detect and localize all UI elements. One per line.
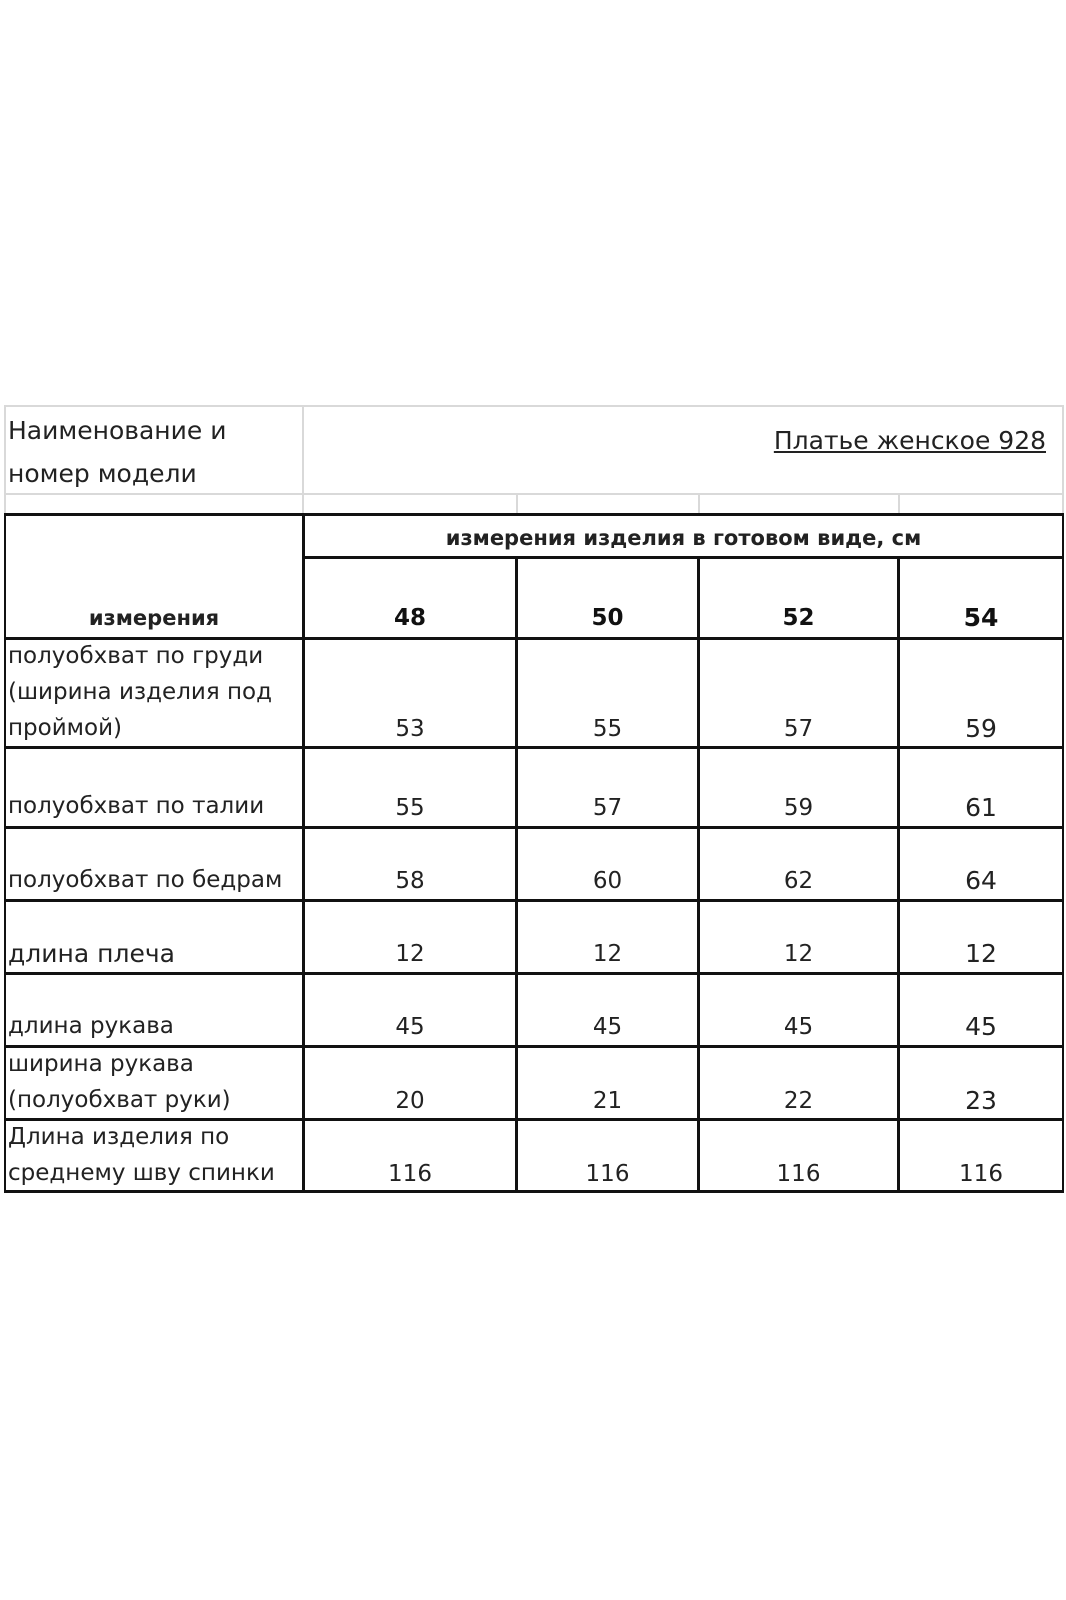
measures-column-header: измерения <box>88 606 220 630</box>
cell-value: 116 <box>959 1161 1003 1187</box>
gridline <box>4 493 1064 495</box>
table-border <box>4 899 1064 902</box>
table-border <box>4 513 1064 516</box>
gridline <box>698 493 700 515</box>
table-border <box>4 1045 1064 1048</box>
cell-value: 21 <box>592 1088 623 1114</box>
row-label-sleeve-length: длина рукава <box>8 1013 174 1039</box>
cell-value: 45 <box>395 1014 425 1040</box>
cell-value: 12 <box>395 941 425 967</box>
cell-value: 55 <box>395 795 425 821</box>
cell-value: 60 <box>592 868 623 894</box>
cell-value: 57 <box>592 795 623 821</box>
size-header-50: 50 <box>591 605 624 631</box>
cell-value: 55 <box>592 716 623 742</box>
cell-value: 45 <box>783 1014 814 1040</box>
row-label-hips: полуобхват по бедрам <box>8 867 283 893</box>
cell-value: 116 <box>388 1161 432 1187</box>
cell-value: 58 <box>395 868 425 894</box>
model-label-line2: номер модели <box>8 459 197 488</box>
row-label-chest-line3: проймой) <box>8 715 123 741</box>
cell-value: 12 <box>965 939 997 968</box>
model-label-line1: Наименование и <box>8 416 227 445</box>
table-border <box>4 826 1064 829</box>
table-header-title: измерения изделия в готовом виде, см <box>445 526 922 550</box>
size-header-48: 48 <box>393 605 426 631</box>
gridline <box>302 405 304 515</box>
cell-value: 53 <box>395 716 425 742</box>
row-label-sleeve-width-line2: (полуобхват руки) <box>8 1087 231 1113</box>
gridline <box>4 405 6 515</box>
row-label-length-line1: Длина изделия по <box>8 1124 230 1150</box>
gridline <box>4 405 1064 407</box>
gridline <box>1062 405 1064 515</box>
cell-value: 45 <box>965 1012 997 1041</box>
table-border <box>4 637 1064 640</box>
table-border <box>4 1118 1064 1121</box>
row-label-sleeve-width-line1: ширина рукава <box>8 1051 194 1077</box>
cell-value: 59 <box>965 714 997 743</box>
cell-value: 59 <box>783 795 814 821</box>
cell-value: 64 <box>965 866 997 895</box>
cell-value: 22 <box>783 1088 814 1114</box>
cell-value: 62 <box>783 868 814 894</box>
gridline <box>516 493 518 515</box>
cell-value: 57 <box>783 716 814 742</box>
table-border <box>4 972 1064 975</box>
table-border <box>302 556 1064 559</box>
cell-value: 12 <box>592 941 623 967</box>
row-label-shoulder: длина плеча <box>8 939 175 968</box>
row-label-length-line2: среднему шву спинки <box>8 1160 275 1186</box>
size-header-54: 54 <box>963 603 999 632</box>
cell-value: 20 <box>395 1088 425 1114</box>
table-border <box>1062 513 1064 1193</box>
cell-value: 23 <box>965 1086 997 1115</box>
cell-value: 45 <box>592 1014 623 1040</box>
model-name: Платье женское 928 <box>773 426 1046 455</box>
table-border <box>4 746 1064 749</box>
table-border <box>4 1190 1064 1193</box>
gridline <box>898 493 900 515</box>
cell-value: 116 <box>776 1161 821 1187</box>
cell-value: 12 <box>783 941 814 967</box>
size-header-52: 52 <box>782 605 815 631</box>
row-label-waist: полуобхват по талии <box>8 793 265 819</box>
row-label-chest-line1: полуобхват по груди <box>8 643 264 669</box>
cell-value: 116 <box>585 1161 630 1187</box>
row-label-chest-line2: (ширина изделия под <box>8 679 272 705</box>
cell-value: 61 <box>965 793 997 822</box>
